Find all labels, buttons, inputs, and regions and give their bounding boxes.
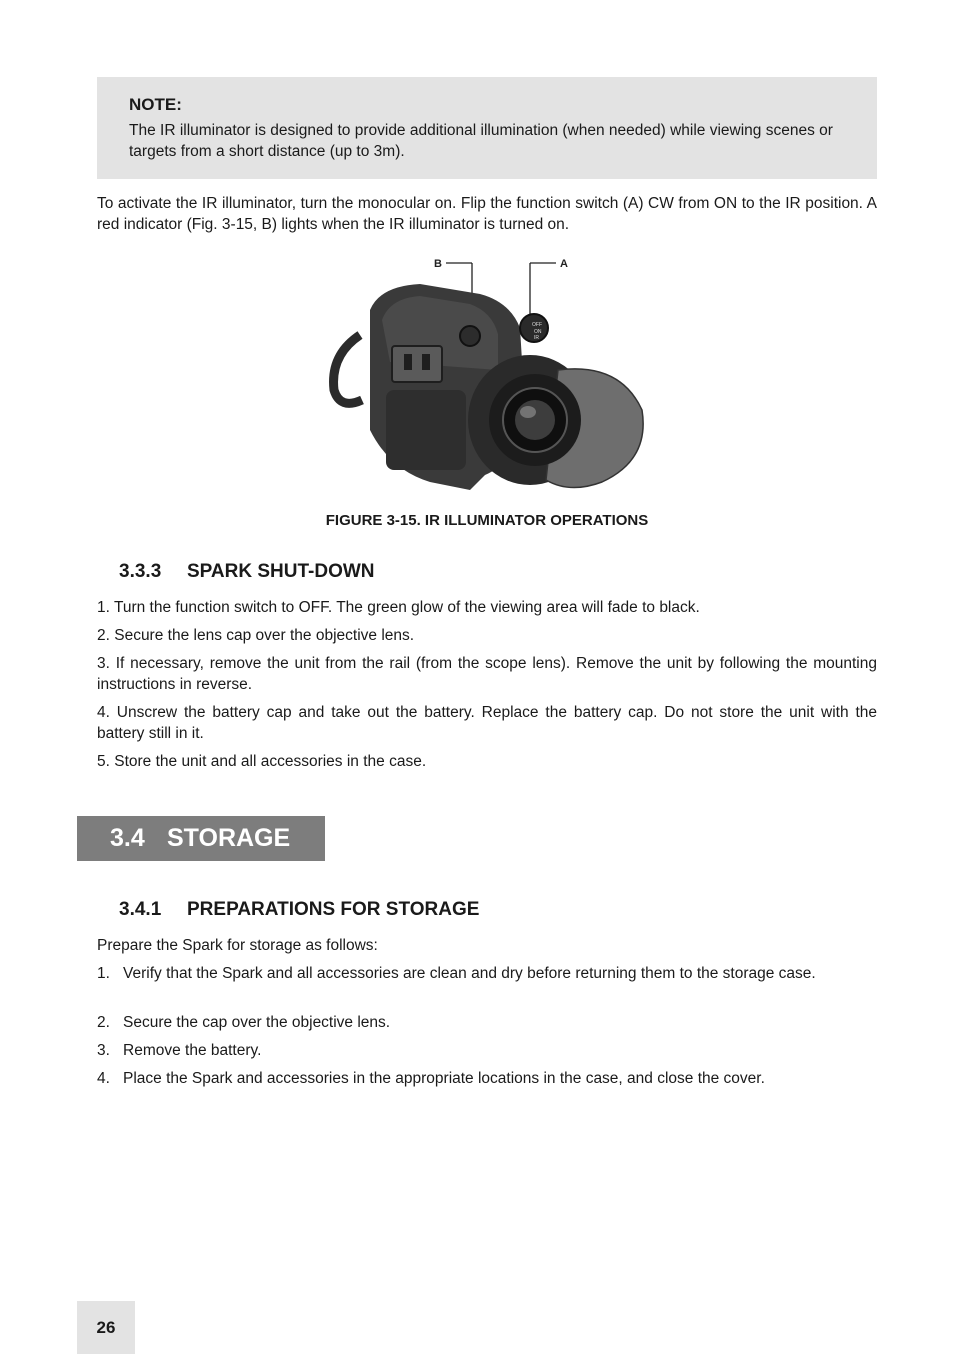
figure-ir-illuminator xyxy=(320,250,660,500)
heading-number: 3.3.3 xyxy=(119,561,162,582)
preparations-step xyxy=(97,1068,877,1089)
heading-title: PREPARATIONS FOR STORAGE xyxy=(187,899,480,920)
heading-preparations-for-storage xyxy=(119,898,479,922)
section-number: 3.4 xyxy=(110,824,145,852)
preparations-step xyxy=(97,1012,877,1033)
intro-paragraph: To activate the IR illuminator, turn the monocular on. Flip the function switch (A) CW from ON to the IR position. A red indicator (Fig. 3-15, B) lights when the IR illuminator is turned on. xyxy=(97,195,877,233)
battery-compartment xyxy=(386,390,466,470)
heading-title: SPARK SHUT-DOWN xyxy=(187,561,375,582)
preparations-intro: Prepare the Spark for storage as follows: xyxy=(97,937,378,954)
shutdown-step: 4. Unscrew the battery cap and take out the battery. Replace the battery cap. Do not store the unit with the battery still in it. xyxy=(97,704,877,742)
callout-b-label: B xyxy=(434,258,442,270)
shutdown-step: 3. If necessary, remove the unit from the rail (from the scope lens). Remove the unit by following the mounting instructions in reverse. xyxy=(97,655,877,693)
note-title: NOTE: xyxy=(129,95,182,114)
ir-indicator xyxy=(460,326,480,346)
figure-caption: FIGURE 3-15. IR ILLUMINATOR OPERATIONS xyxy=(325,512,649,529)
switch-label-on: ON xyxy=(534,329,542,335)
section-heading-storage xyxy=(77,816,325,861)
step-number: 1. xyxy=(97,965,110,982)
heading-spark-shutdown xyxy=(119,560,375,584)
shutdown-step: 2. Secure the lens cap over the objective lens. xyxy=(97,627,415,644)
eyepiece-lens xyxy=(515,400,555,440)
page-number: 26 xyxy=(77,1301,135,1354)
shutdown-step: 5. Store the unit and all accessories in the case. xyxy=(97,753,427,770)
switch-label-ir: IR xyxy=(534,335,539,341)
step-number: 4. xyxy=(97,1070,110,1087)
shutdown-step: 1. Turn the function switch to OFF. The green glow of the viewing area will fade to black. xyxy=(97,599,700,616)
callout-a-label: A xyxy=(560,258,568,270)
monocular-illustration xyxy=(320,250,660,500)
step-text: Remove the battery. xyxy=(123,1042,262,1059)
note-box xyxy=(97,77,877,179)
step-number: 2. xyxy=(97,1014,110,1031)
mounting-plate xyxy=(392,346,442,382)
section-title: STORAGE xyxy=(167,824,291,852)
step-text: Secure the cap over the objective lens. xyxy=(123,1014,391,1031)
step-text: Place the Spark and accessories in the appropriate locations in the case, and close the cover. xyxy=(123,1070,765,1087)
preparations-step xyxy=(97,963,877,984)
strap-loop xyxy=(334,335,362,403)
step-number: 3. xyxy=(97,1042,110,1059)
note-text: The IR illuminator is designed to provide additional illumination (when needed) while viewing scenes or targets from a short distance (up to 3m). xyxy=(129,122,833,160)
heading-number: 3.4.1 xyxy=(119,899,162,920)
switch-label-off: OFF xyxy=(532,322,542,328)
preparations-step xyxy=(97,1040,877,1061)
step-text: Verify that the Spark and all accessories are clean and dry before returning them to the storage case. xyxy=(123,965,816,982)
